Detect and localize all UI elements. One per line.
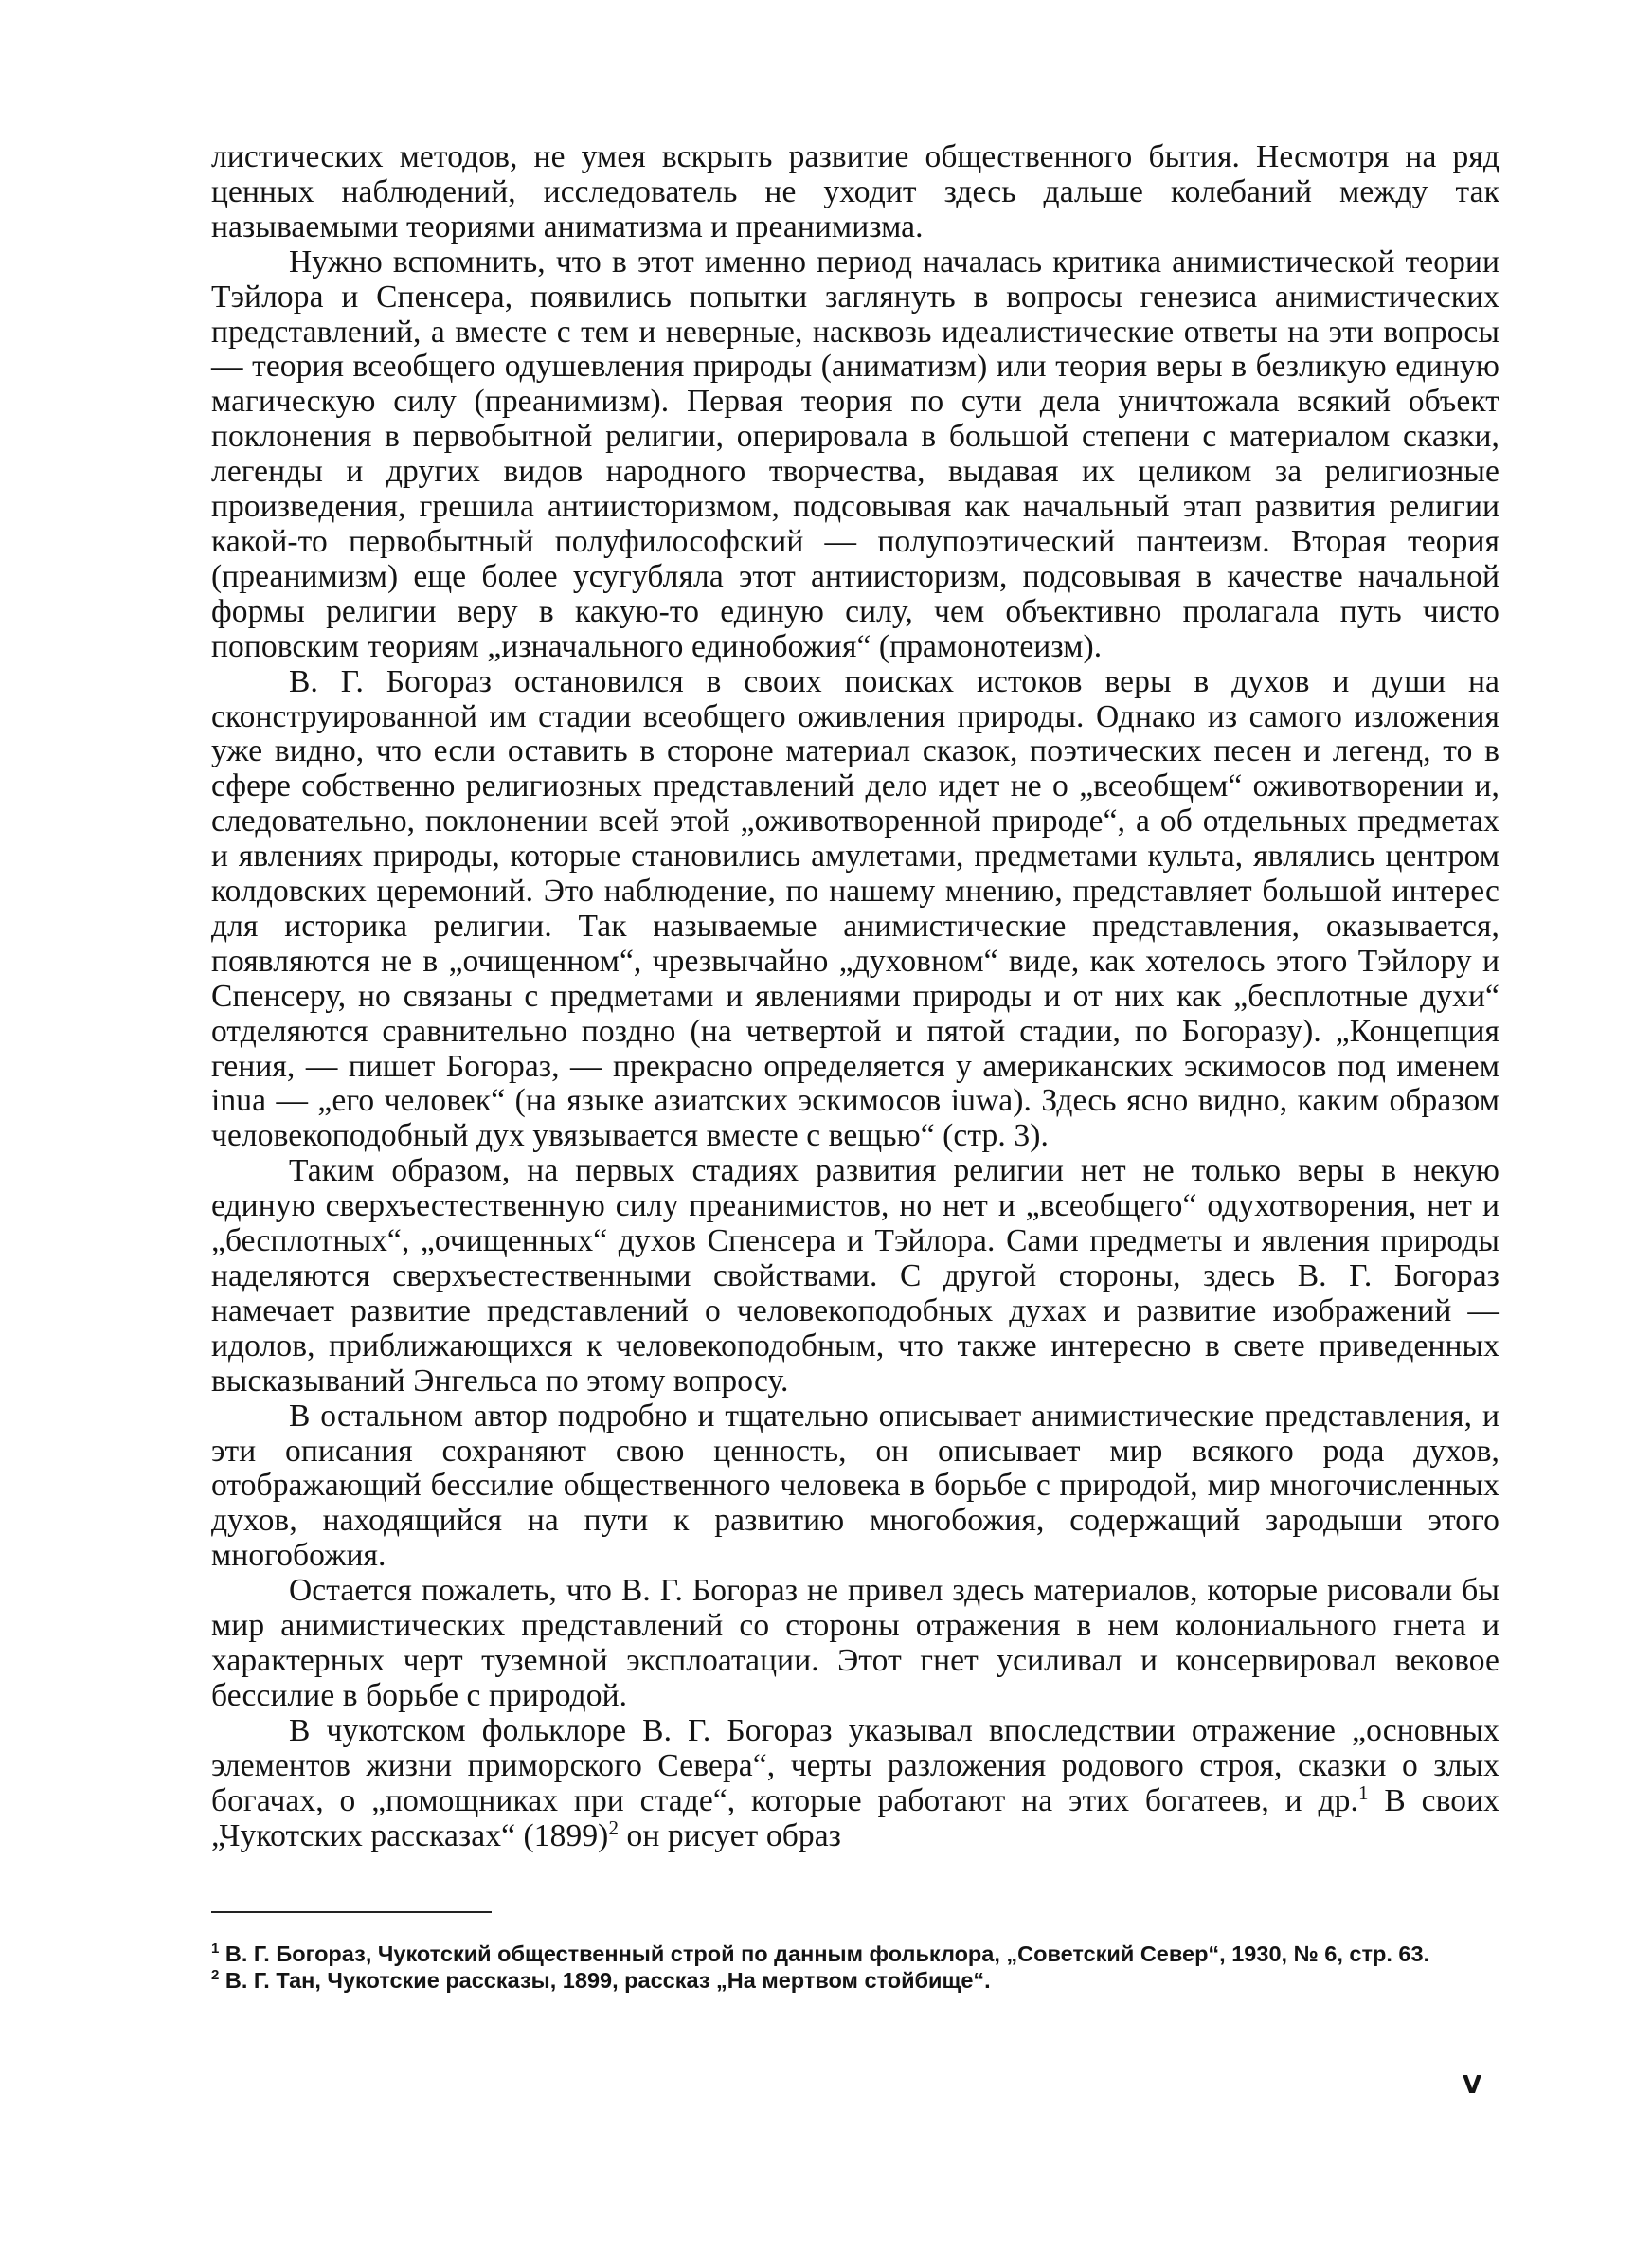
paragraph-6: Остается пожалеть, что В. Г. Богораз не привел здесь материалов, которые рисовали бы мир анимистических представлений со стороны отражения в нем колониального гнета и характерных черт туземной эксплоатации. Этот гнет усиливал и консервировал вековое бессилие в борьбе с природой. — [211, 1573, 1499, 1713]
paragraph-5: В остальном автор подробно и тщательно описывает анимистические представления, и эти описания сохраняют свою ценность, он описывает мир всякого рода духов, отображающий бессилие общественного человека в борьбе с природой, мир многочисленных духов, находящийся на пути к развитию многобожия, содержащий зародыши этого многобожия. — [211, 1398, 1499, 1574]
footnote-1-text: В. Г. Богораз, Чукотский общественный строй по данным фольклора, „Советский Север“, 1930, № 6, стр. 63. — [219, 1941, 1430, 1966]
footnotes — [211, 1941, 1499, 1994]
footnote-ref-1[interactable]: 1 — [1357, 1780, 1369, 1804]
paragraph-3: В. Г. Богораз остановился в своих поисках истоков веры в духов и души на сконструированной им стадии всеобщего оживления природы. Однако из самого изложения уже видно, что если оставить в стороне материал сказок, поэтических песен и легенд, то в сфере собственно религиозных представлений дело идет не о „всеобщем“ оживотворении и, следовательно, поклонении всей этой „оживотворенной природе“, а об отдельных предметах и явлениях природы, которые становились амулетами, предметами культа, являлись центром колдовских церемоний. Это наблюдение, по нашему мнению, представляет большой интерес для историка религии. Так называемые анимистические представления, оказывается, появляются не в „очищенном“, чрезвычайно „духовном“ виде, как хотелось этого Тэйлору и Спенсеру, но связаны с предметами и явлениями природы и от них как „бесплотные духи“ отделяются сравнительно поздно (на четвертой и пятой стадии, по Богоразу). „Концепция гения, — пишет Богораз, — прекрасно определяется у американских эскимосов под именем inua — „его человек“ (на языке азиатских эскимосов iuwa). Здесь ясно видно, каким образом человекоподобный дух увязывается вместе с вещью“ (стр. 3). — [211, 663, 1499, 1154]
paragraph-7-text-a: В чукотском фольклоре В. Г. Богораз указывал впоследствии отражение „основных элементов жизни приморского Севера“, черты разложения родового строя, сказки о злых богачах, о „помощниках при стаде“, которые работают на этих богатеев, и др. — [211, 1712, 1499, 1818]
footnote-1 — [211, 1941, 1499, 1967]
main-text — [211, 140, 1499, 1853]
footnote-2-mark: 2 — [211, 1967, 220, 1984]
footnote-ref-2[interactable]: 2 — [608, 1815, 620, 1839]
signature-mark: V — [1463, 2071, 1482, 2100]
paragraph-4: Таким образом, на первых стадиях развития религии нет не только веры в некую единую сверхъестественную силу преанимистов, но нет и „всеобщего“ одухотворения, нет и „бесплотных“, „очищенных“ духов Спенсера и Тэйлора. Сами предметы и явления природы наделяются сверхъестественными свойствами. С другой стороны, здесь В. Г. Богораз намечает развитие представлений о человекоподобных духах и развитие изображений — идолов, приближающихся к человекоподобным, что также интересно в свете приведенных высказываний Энгельса по этому вопросу. — [211, 1153, 1499, 1399]
paragraph-7-text-b: В своих „Чукотских рассказах“ (1899) — [211, 1782, 1500, 1853]
paragraph-7-text-c: он рисует образ — [619, 1817, 842, 1853]
paragraph-7 — [211, 1714, 1499, 1854]
footnote-divider — [211, 1911, 492, 1913]
paragraph-2: Нужно вспомнить, что в этот именно период началась критика анимистической теории Тэйлора и Спенсера, появились попытки заглянуть в вопросы генезиса анимистических представлений, а вместе с тем и неверные, насквозь идеалистические ответы на эти вопросы — теория всеобщего одушевления природы (аниматизм) или теория веры в безликую единую магическую силу (преанимизм). Первая теория по сути дела уничтожала всякий объект поклонения в первобытной религии, оперировала в большой степени с материалом сказки, легенды и других видов народного творчества, выдавая их целиком за религиозные произведения, грешила антиисторизмом, подсовывая как начальный этап развития религии какой-то первобытный полуфилософский — полупоэтический пантеизм. Вторая теория (преанимизм) еще более усугубляла этот антиисторизм, подсовывая в качестве начальной формы религии веру в какую-то единую силу, чем объективно пролагала путь чисто поповским теориям „изначального единобожия“ (прамонотеизм). — [211, 244, 1499, 664]
footnote-2-text: В. Г. Тан, Чукотские рассказы, 1899, рассказ „На мертвом стойбище“. — [219, 1968, 991, 1993]
footnote-2 — [211, 1967, 1499, 1994]
paragraph-1: листических методов, не умея вскрыть развитие общественного бытия. Несмотря на ряд ценных наблюдений, исследователь не уходит здесь дальше колебаний между так называемыми теориями аниматизма и преанимизма. — [211, 139, 1499, 244]
footnote-1-mark: 1 — [211, 1941, 220, 1958]
